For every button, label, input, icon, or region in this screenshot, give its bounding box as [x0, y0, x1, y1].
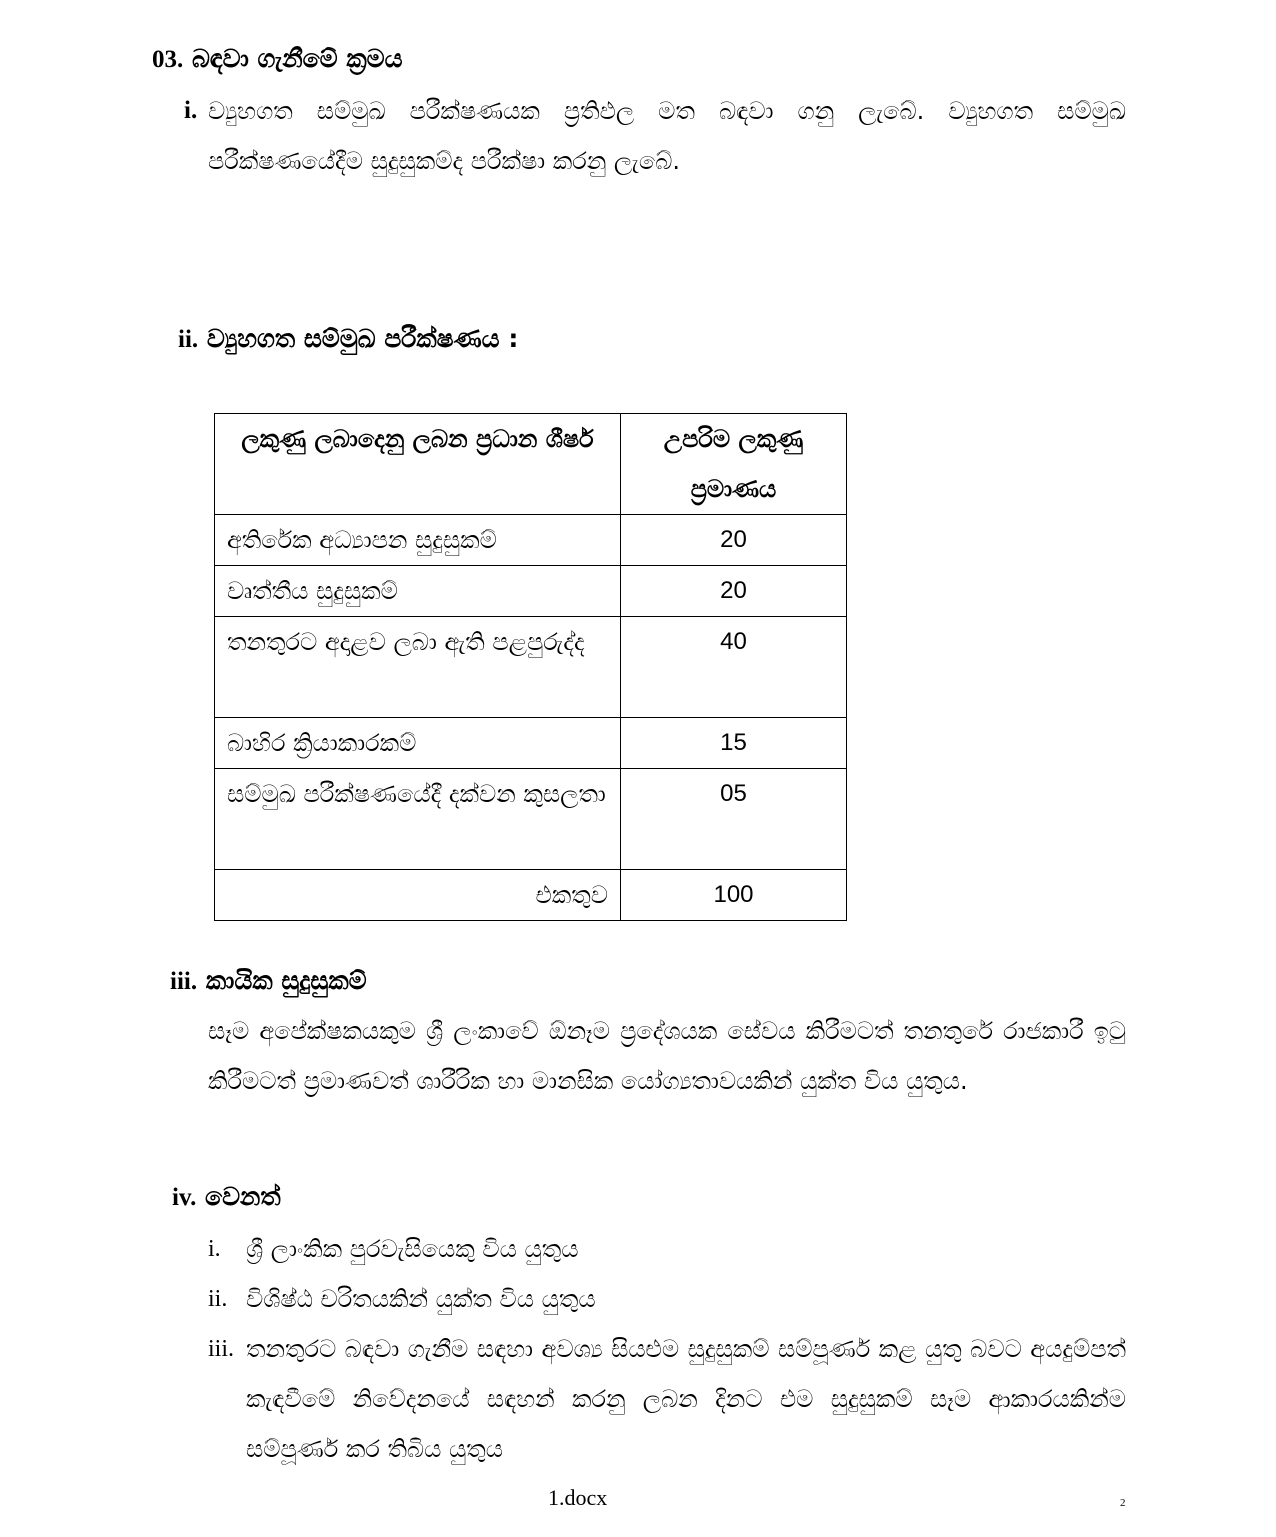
- section-heading: [152, 44, 403, 75]
- row-label: සම්මුඛ පරීක්ෂණයේදී දක්වන කුසලතා: [215, 769, 621, 870]
- table-row: [215, 718, 847, 769]
- item-ii-title: ව්‍යුහගත සම්මුඛ පරීක්ෂණය :: [206, 324, 519, 353]
- table-row: [215, 769, 847, 870]
- item-i-number: i.: [184, 97, 198, 124]
- table-header-max-marks: උපරිම ලකුණු ප්‍රමාණය: [621, 414, 847, 515]
- list-item: ශ්‍රී ලාංකික පුරවැසියෙකු විය යුතුය: [246, 1235, 579, 1263]
- row-value: 20: [621, 515, 847, 566]
- section-number: 03.: [152, 46, 184, 73]
- footer-filename: 1.docx: [548, 1485, 608, 1510]
- total-value: 100: [621, 870, 847, 921]
- list-item: තනතුරට බඳවා ගැනීම සඳහා අවශ්‍ය සියළුම සුදුසුකම් සම්පූර්ණ කළ යුතු බවට අයදුම්පත් කැඳවීමේ නිවේදනයේ සඳහන් කරනු ලබන දිනට එම සුදුසුකම් සෑම ආකාරයකින්ම සම්පූර්ණ කර තිබිය යුතුය: [246, 1335, 1126, 1463]
- list-item: විශිෂ්ඨ චරිතයකින් යුක්ත විය යුතුය: [246, 1285, 596, 1313]
- list-item-number: i.: [208, 1236, 221, 1262]
- item-iii-heading: [170, 966, 367, 997]
- item-ii-heading: [178, 324, 518, 355]
- table-row: [215, 566, 847, 617]
- row-value: 40: [621, 617, 847, 718]
- section-title: බඳවා ගැනීමේ ක්‍රමය: [191, 44, 403, 73]
- item-iv-heading: [172, 1182, 281, 1213]
- page-number: 2: [1120, 1497, 1126, 1509]
- marks-table: [214, 413, 847, 921]
- row-label: බාහිර ක්‍රියාකාරකම්: [215, 718, 621, 769]
- table-row: [215, 515, 847, 566]
- row-value: 20: [621, 566, 847, 617]
- item-iii-title: කායික සුදුසුකම්: [205, 966, 367, 995]
- row-label: වෘත්තීය සුදුසුකම්: [215, 566, 621, 617]
- item-ii-number: ii.: [178, 326, 199, 353]
- table-header-row: [215, 414, 847, 515]
- total-label: එකතුව: [215, 870, 621, 921]
- table-row: [215, 617, 847, 718]
- item-i-paragraph: ව්‍යුහගත සම්මුඛ පරීක්ෂණයක ප්‍රතිඵල මත බඳවා ගනු ලැබේ. ව්‍යුහගත සම්මුඛ පරීක්ෂණයේදීම සුදුසුකම්ද පරීක්ෂා කරනු ලැබේ.: [208, 97, 1126, 175]
- table-total-row: [215, 870, 847, 921]
- list-item-number: iii.: [208, 1336, 235, 1362]
- row-value: 15: [621, 718, 847, 769]
- item-iv-number: iv.: [172, 1184, 197, 1211]
- row-label: තනතුරට අදාළව ලබා ඇති පළපුරුද්ද: [215, 617, 621, 718]
- item-iii-paragraph: සෑම අපේක්ෂකයකුම ශ්‍රී ලංකාවේ ඕනෑම ප්‍රදේශයක සේවය කිරීමටත් තනතුරේ රාජකාරී ඉටු කිරීමටත් ප්‍රමාණවත් ශාරීරික හා මානසික යෝග්‍යතාවයකින් යුක්ත විය යුතුය.: [208, 1017, 1126, 1095]
- item-iii-number: iii.: [170, 968, 198, 995]
- list-item-number: ii.: [208, 1286, 228, 1312]
- item-iv-title: වෙනත්: [205, 1182, 281, 1211]
- table-header-criteria: ලකුණු ලබාදෙනු ලබන ප්‍රධාන ශීර්ෂ: [215, 414, 621, 515]
- row-value: 05: [621, 769, 847, 870]
- row-label: අතිරේක අධ්‍යාපන සුදුසුකම්: [215, 515, 621, 566]
